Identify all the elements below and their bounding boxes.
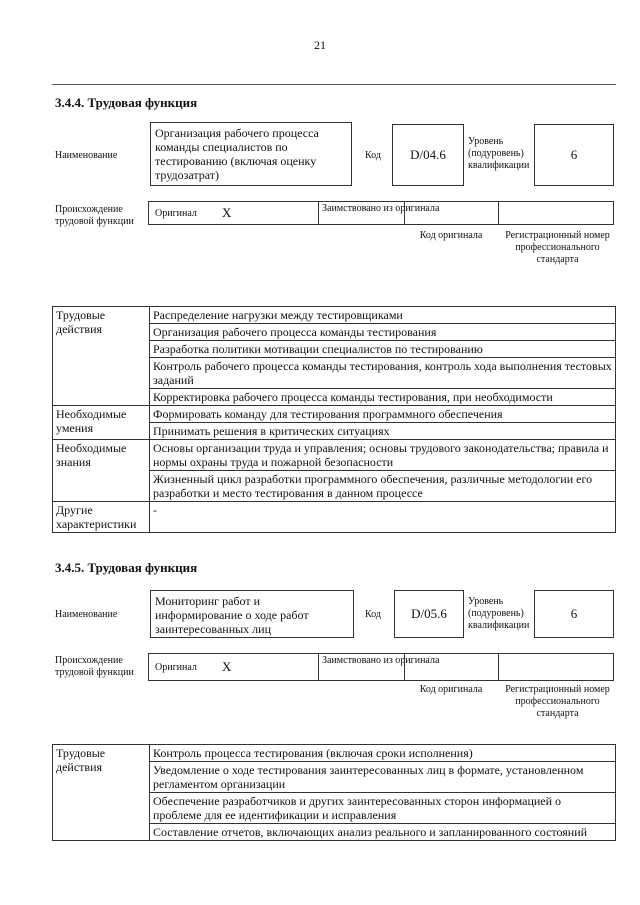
original-code-caption: Код оригинала bbox=[419, 684, 483, 695]
item-cell: Контроль процесса тестирования (включая сроки исполнения) bbox=[150, 745, 616, 762]
original-label: Оригинал bbox=[155, 662, 197, 673]
item-cell: Разработка политики мотивации специалистов по тестированию bbox=[150, 341, 616, 358]
function-table bbox=[52, 306, 616, 533]
item-cell: Уведомление о ходе тестирования заинтересованных лиц в формате, установленном регламентом организации bbox=[150, 762, 616, 793]
function-name-box: Мониторинг работ и информирование о ходе работ заинтересованных лиц bbox=[150, 590, 354, 638]
origin-label: Происхождение трудовой функции bbox=[55, 655, 134, 678]
level-label: Уровень (подуровень) квалификации bbox=[468, 596, 530, 631]
item-cell: Корректировка рабочего процесса команды тестирования, при необходимости bbox=[150, 389, 616, 406]
item-cell: Основы организации труда и управления; основы трудового законодательства; правила и нормы охраны труда и пожарной безопасности bbox=[150, 440, 616, 471]
reg-number-caption: Регистрационный номер профессионального стандарта bbox=[505, 230, 610, 265]
item-cell: Принимать решения в критических ситуациях bbox=[150, 423, 616, 440]
cell-divider bbox=[498, 201, 499, 225]
code-label: Код bbox=[365, 150, 381, 161]
category-cell: Необходимые умения bbox=[53, 406, 150, 440]
category-cell: Другие характеристики bbox=[53, 502, 150, 533]
original-mark: X bbox=[222, 659, 232, 674]
code-box: D/05.6 bbox=[394, 590, 464, 638]
borrowed-label: Заимствовано из оригинала bbox=[322, 203, 440, 214]
level-label: Уровень (подуровень) квалификации bbox=[468, 136, 530, 171]
section-title: 3.4.4. Трудовая функция bbox=[55, 95, 198, 110]
item-cell: Организация рабочего процесса команды тестирования bbox=[150, 324, 616, 341]
divider bbox=[52, 84, 616, 85]
cell-divider bbox=[498, 653, 499, 681]
cell-divider bbox=[404, 653, 405, 681]
category-cell: Трудовые действия bbox=[53, 745, 150, 841]
level-box: 6 bbox=[534, 124, 614, 186]
name-label: Наименование bbox=[55, 609, 118, 620]
code-box: D/04.6 bbox=[392, 124, 464, 186]
function-name-box: Организация рабочего процесса команды специалистов по тестированию (включая оценку трудозатрат) bbox=[150, 122, 352, 186]
section-title: 3.4.5. Трудовая функция bbox=[55, 560, 198, 575]
item-cell: Обеспечение разработчиков и других заинтересованных сторон информацией о проблеме для ее идентификации и исправления bbox=[150, 793, 616, 824]
item-cell: Жизненный цикл разработки программного обеспечения, различные методологии его разработки и место тестирования в данном процессе bbox=[150, 471, 616, 502]
origin-label: Происхождение трудовой функции bbox=[55, 204, 134, 227]
original-mark: X bbox=[222, 205, 232, 220]
reg-number-caption: Регистрационный номер профессионального стандарта bbox=[505, 684, 610, 719]
item-cell: Составление отчетов, включающих анализ реального и запланированного состояний bbox=[150, 824, 616, 841]
category-cell: Трудовые действия bbox=[53, 307, 150, 406]
item-cell: Формировать команду для тестирования программного обеспечения bbox=[150, 406, 616, 423]
item-cell: Контроль рабочего процесса команды тестирования, контроль хода выполнения тестовых заданий bbox=[150, 358, 616, 389]
original-label: Оригинал bbox=[155, 208, 197, 219]
category-cell: Необходимые знания bbox=[53, 440, 150, 502]
cell-divider bbox=[318, 201, 319, 225]
name-label: Наименование bbox=[55, 150, 118, 161]
function-table bbox=[52, 744, 616, 841]
cell-divider bbox=[404, 201, 405, 225]
cell-divider bbox=[318, 653, 319, 681]
code-label: Код bbox=[365, 609, 381, 620]
borrowed-label: Заимствовано из оригинала bbox=[322, 655, 440, 666]
original-code-caption: Код оригинала bbox=[419, 230, 483, 241]
level-box: 6 bbox=[534, 590, 614, 638]
item-cell: Распределение нагрузки между тестировщиками bbox=[150, 307, 616, 324]
item-cell: - bbox=[150, 502, 616, 533]
page-number: 21 bbox=[314, 38, 326, 52]
